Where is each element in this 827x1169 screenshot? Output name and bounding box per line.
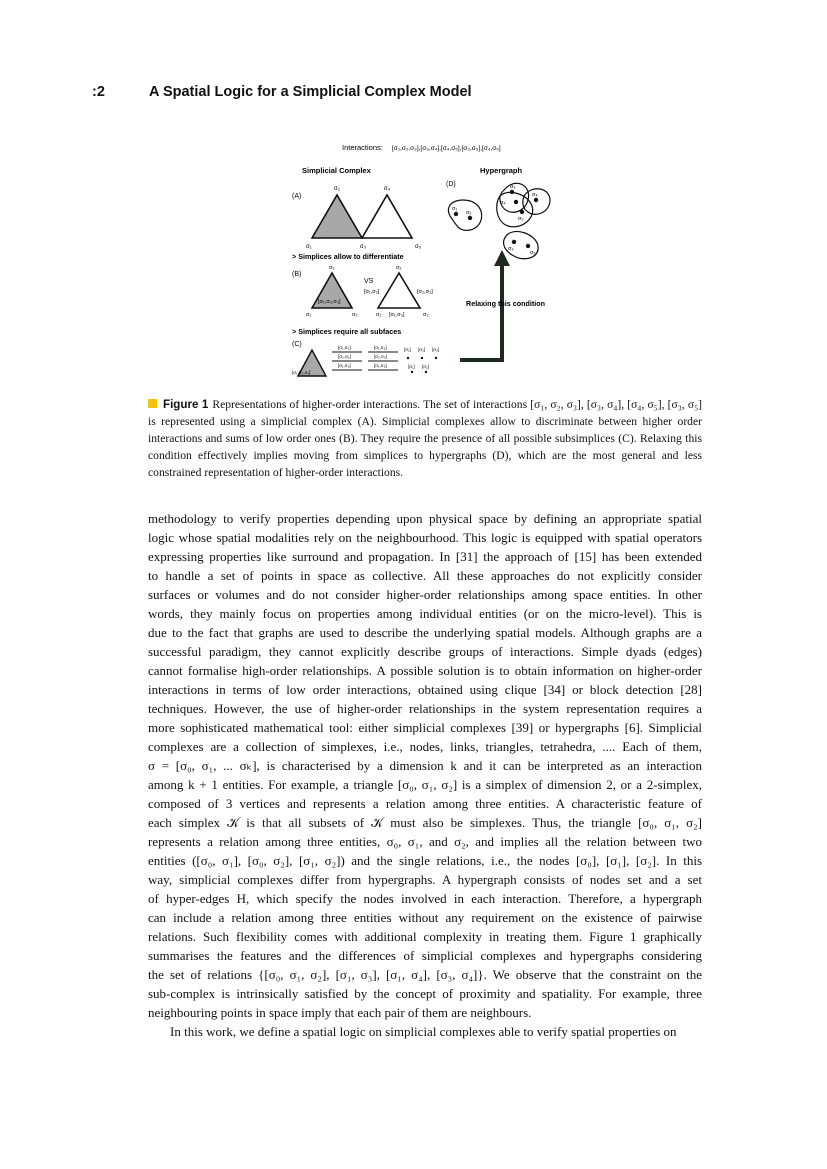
a-sigma4: σ₄ xyxy=(384,186,391,192)
c-n2: [σ₂] xyxy=(418,347,426,352)
b-left-s1: σ₁ xyxy=(306,312,312,318)
body-line: successful paradigm, they cannot explicitly describe groups of interactions. Simple dyads (edges) xyxy=(148,644,702,659)
d-s3c: σ₃ xyxy=(508,246,514,252)
body-line: methodology to verify properties depending upon physical space by defining an appropriate spatial xyxy=(148,511,702,526)
note-subfaces: > Simplices require all subfaces xyxy=(292,327,402,336)
body-line: neighbouring points in space imply that each pair of them are neighbours. xyxy=(148,1005,532,1020)
body-line: interactions in terms of low order interactions, obtained using clique [34] or block detection [28] xyxy=(148,682,702,697)
note-differentiate: > Simplices allow to differentiate xyxy=(292,252,404,261)
body-line: to handle a set of points in space as collective. All these approaches do not explicitly consider xyxy=(148,568,702,583)
d-s2: σ₂ xyxy=(466,210,472,216)
c-e23: [σ₂,σ₃] xyxy=(338,354,351,359)
b-tri-label: [σ₁,σ₂,σ₃] xyxy=(318,299,341,305)
a-sigma5: σ₅ xyxy=(415,244,422,250)
filled-triangle-a xyxy=(312,195,362,238)
simplicial-title: Simplicial Complex xyxy=(302,166,371,175)
b-edge13: [σ₁,σ₃] xyxy=(389,312,405,318)
page-number: :2 xyxy=(92,84,105,100)
figure-caption xyxy=(148,396,702,481)
c-e23b: [σ₂,σ₃] xyxy=(374,354,387,359)
body-line: cannot formalise high-order relationships. A possible solution is to obtain information on higher-order xyxy=(148,663,702,678)
c-e12b: [σ₁,σ₂] xyxy=(374,345,387,350)
d-s3: σ₃ xyxy=(510,184,516,190)
body-line: among k + 1 entities. For example, a triangle [σ₀, σ₁, σ₂] is a simplex of dimension 2, or a 2-simplex, xyxy=(148,777,702,792)
paragraph-1 xyxy=(148,509,702,1022)
vs-label: VS xyxy=(364,278,374,285)
body-line: of hyper-edges H, which specify the nodes involved in each interaction. Therefore, a hypergraph xyxy=(148,891,702,906)
empty-triangle-a xyxy=(362,195,412,238)
body-line: logic whose spatial modalities rely on the neighbourhood. This logic is equipped with spatial operators xyxy=(148,530,702,545)
interactions-label: Interactions: xyxy=(342,143,383,152)
panel-b-label: (B) xyxy=(292,271,302,278)
body-line: complexes are a collection of simplexes, i.e., nodes, links, triangles, tetrahedra, .... Each of them, xyxy=(148,739,702,754)
b-right-s3: σ₃ xyxy=(423,312,429,318)
a-sigma1: σ₁ xyxy=(306,244,312,250)
body-line: represents a relation among three entities, σ₀, σ₁, and σ₂, and implies all the relation between two xyxy=(148,834,702,849)
c-e12: [σ₁,σ₂] xyxy=(338,345,351,350)
d-s1: σ₁ xyxy=(452,206,458,212)
interactions-value: [σ₁,σ₂,σ₃],[σ₃,σ₄],[σ₄,σ₅],[σ₃,σ₅],[σ₄,σ₅] xyxy=(392,145,501,152)
b-left-top: σ₃ xyxy=(329,265,335,271)
arrow-head xyxy=(494,250,510,266)
d-s3b: σ₃ xyxy=(518,216,524,222)
b-right-top: σ₂ xyxy=(396,265,402,271)
c-e13: [σ₁,σ₃] xyxy=(338,363,351,368)
b-right-s1: σ₁ xyxy=(376,312,382,318)
relaxing-arrow xyxy=(460,264,502,360)
body-line: words, they mainly focus on properties among individual entities (or on the micro-level). This is xyxy=(148,606,702,621)
hypergraph-nodes xyxy=(454,190,538,248)
body-line: sub-complex is intrinsically satisfied by the concept of proximity and spatiality. For example, three xyxy=(148,986,702,1001)
body-line: σ = [σ₀, σ₁, ... σₖ], is characterised by a dimension k and it can be interpreted as an interaction xyxy=(148,758,702,773)
c-n5: [σ₂] xyxy=(422,364,430,369)
caption-marker-icon xyxy=(148,399,157,408)
b-edge12: [σ₁,σ₂] xyxy=(364,289,380,295)
body-line: more sophisticated mathematical tool: either simplicial complexes [39] or hypergraphs [6]. Simplicial xyxy=(148,720,702,735)
running-title: A Spatial Logic for a Simplicial Complex Model xyxy=(149,84,472,100)
caption-label: Figure 1 xyxy=(163,398,209,411)
c-n3: [σ₃] xyxy=(432,347,440,352)
hypergraph-title: Hypergraph xyxy=(480,166,523,175)
a-sigma3: σ₃ xyxy=(360,244,367,250)
figure-1 xyxy=(270,138,570,383)
body-line: summarises the features and the differences of simplicial complexes and hypergraphs considering xyxy=(148,948,702,963)
panel-d-label: (D) xyxy=(446,181,456,188)
d-s5: σ₅ xyxy=(530,250,536,256)
body-line: composed of 3 vertices and represents a relation among three entities. A characteristic feature of xyxy=(148,796,702,811)
body-line: expressing properties like surround and propagation. In [31] the approach of [15] has been extended xyxy=(148,549,702,564)
c-tri-label: [σ₁,σ₂,σ₃] xyxy=(292,370,311,375)
d-s4: σ₄ xyxy=(500,200,506,206)
body-line: way, simplicial complexes differ from hypergraphs. A hypergraph consists of nodes set and a set xyxy=(148,872,702,887)
empty-triangle-b xyxy=(378,273,420,308)
paragraph-2: In this work, we define a spatial logic on simplicial complexes able to verify spatial properties on xyxy=(170,1024,677,1039)
body-line: the set of relations {[σ₀, σ₁, σ₂], [σ₁, σ₃], [σ₁, σ₄], [σ₃, σ₄]}. We observe that the constraint on the xyxy=(148,967,702,982)
body-line: surfaces or volumes and do not consider higher-order relationships among space entities. In other xyxy=(148,587,702,602)
a-sigma2: σ₂ xyxy=(334,186,341,192)
panel-c-label: (C) xyxy=(292,341,302,348)
caption-text: Representations of higher-order interactions. The set of interactions [σ₁, σ₂, σ₃], [σ₃, σ₄], [σ₄, σ₅], [σ₃, σ₅] is represented using a simplicial complex (A). Simplicial complexes allow to discriminate between higher order interactions and sums of low order ones (B). They require the presence of all possible subsimplices (C). Relaxing this condition effectively implies moving from simplices to hypergraphs (D), which are the most general and less constrained representation of higher-order interactions. xyxy=(148,398,702,479)
body-line: each simplex 𝒦 is that all subsets of 𝒦 must also be simplexes. Thus, the triangle [σ₀, σ₁, σ₂] xyxy=(148,815,702,830)
body-line: due to the fact that graphs are used to describe the underlying spatial models. Although graphs are a xyxy=(148,625,702,640)
c-n4: [σ₁] xyxy=(408,364,415,369)
body-line: relations. Such flexibility comes with additional complexity in treating them. Figure 1 graphically xyxy=(148,929,702,944)
body-line: entities ([σ₀, σ₁], [σ₀, σ₂], [σ₁, σ₂]) and the single relations, i.e., the nodes [σ₀], [σ₁], [σ₂]. In this xyxy=(148,853,702,868)
relaxing-label: Relaxing this condition xyxy=(466,299,546,308)
body-line: can include a relation among three entities without any requirement on the existence of pairwise xyxy=(148,910,702,925)
c-e13b: [σ₁,σ₃] xyxy=(374,363,387,368)
body-line: techniques. However, the use of higher-order relationships in the system representation requires a xyxy=(148,701,702,716)
body-text xyxy=(148,509,702,1041)
b-left-s3: σ₃ xyxy=(352,312,358,318)
c-n1: [σ₁] xyxy=(404,347,411,352)
panel-a-label: (A) xyxy=(292,193,302,200)
b-edge23: [σ₂,σ₃] xyxy=(417,289,433,295)
d-s4b: σ₄ xyxy=(532,192,538,198)
